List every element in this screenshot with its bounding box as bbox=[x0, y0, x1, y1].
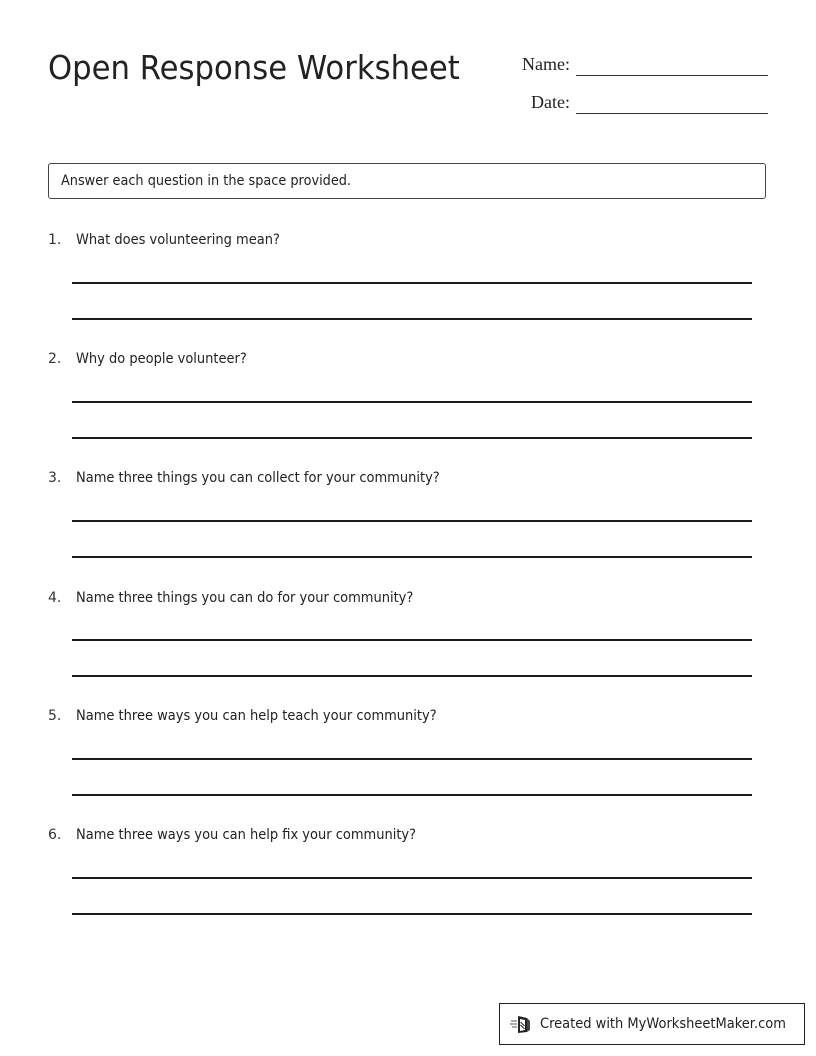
answer-line[interactable] bbox=[72, 318, 752, 320]
instructions-box bbox=[48, 163, 766, 199]
question-item bbox=[48, 469, 758, 487]
instructions-text: Answer each question in the space provided. bbox=[61, 173, 352, 189]
question-text: Name three things you can collect for your community? bbox=[76, 470, 440, 486]
answer-line[interactable] bbox=[72, 758, 752, 760]
question-number: 1. bbox=[48, 232, 62, 248]
worksheet-maker-logo-icon bbox=[510, 1013, 532, 1035]
question-item bbox=[48, 826, 758, 844]
answer-line[interactable] bbox=[72, 556, 752, 558]
date-field-row bbox=[510, 92, 768, 112]
answer-line[interactable] bbox=[72, 877, 752, 879]
question-number: 5. bbox=[48, 708, 62, 724]
question-text: What does volunteering mean? bbox=[76, 232, 280, 248]
answer-line[interactable] bbox=[72, 639, 752, 641]
question-item bbox=[48, 707, 758, 725]
question-number: 2. bbox=[48, 351, 62, 367]
name-label: Name: bbox=[522, 54, 570, 74]
question-item bbox=[48, 350, 758, 368]
answer-line[interactable] bbox=[72, 794, 752, 796]
date-label: Date: bbox=[531, 92, 570, 112]
answer-line[interactable] bbox=[72, 282, 752, 284]
answer-line[interactable] bbox=[72, 520, 752, 522]
question-number: 4. bbox=[48, 590, 62, 606]
question-item bbox=[48, 589, 758, 607]
footer-credit-text: Created with MyWorksheetMaker.com bbox=[540, 1016, 786, 1032]
answer-line[interactable] bbox=[72, 401, 752, 403]
question-text: Name three ways you can help fix your community? bbox=[76, 827, 417, 843]
question-number: 6. bbox=[48, 827, 62, 843]
footer-credit-badge[interactable] bbox=[499, 1003, 805, 1045]
name-input-line[interactable] bbox=[576, 74, 768, 76]
question-text: Name three things you can do for your community? bbox=[76, 590, 414, 606]
page-title: Open Response Worksheet bbox=[48, 48, 460, 87]
question-text: Why do people volunteer? bbox=[76, 351, 247, 367]
question-text: Name three ways you can help teach your community? bbox=[76, 708, 437, 724]
name-field-row bbox=[510, 54, 768, 74]
question-item bbox=[48, 231, 758, 249]
answer-line[interactable] bbox=[72, 675, 752, 677]
date-input-line[interactable] bbox=[576, 112, 768, 114]
answer-line[interactable] bbox=[72, 437, 752, 439]
answer-line[interactable] bbox=[72, 913, 752, 915]
question-number: 3. bbox=[48, 470, 62, 486]
